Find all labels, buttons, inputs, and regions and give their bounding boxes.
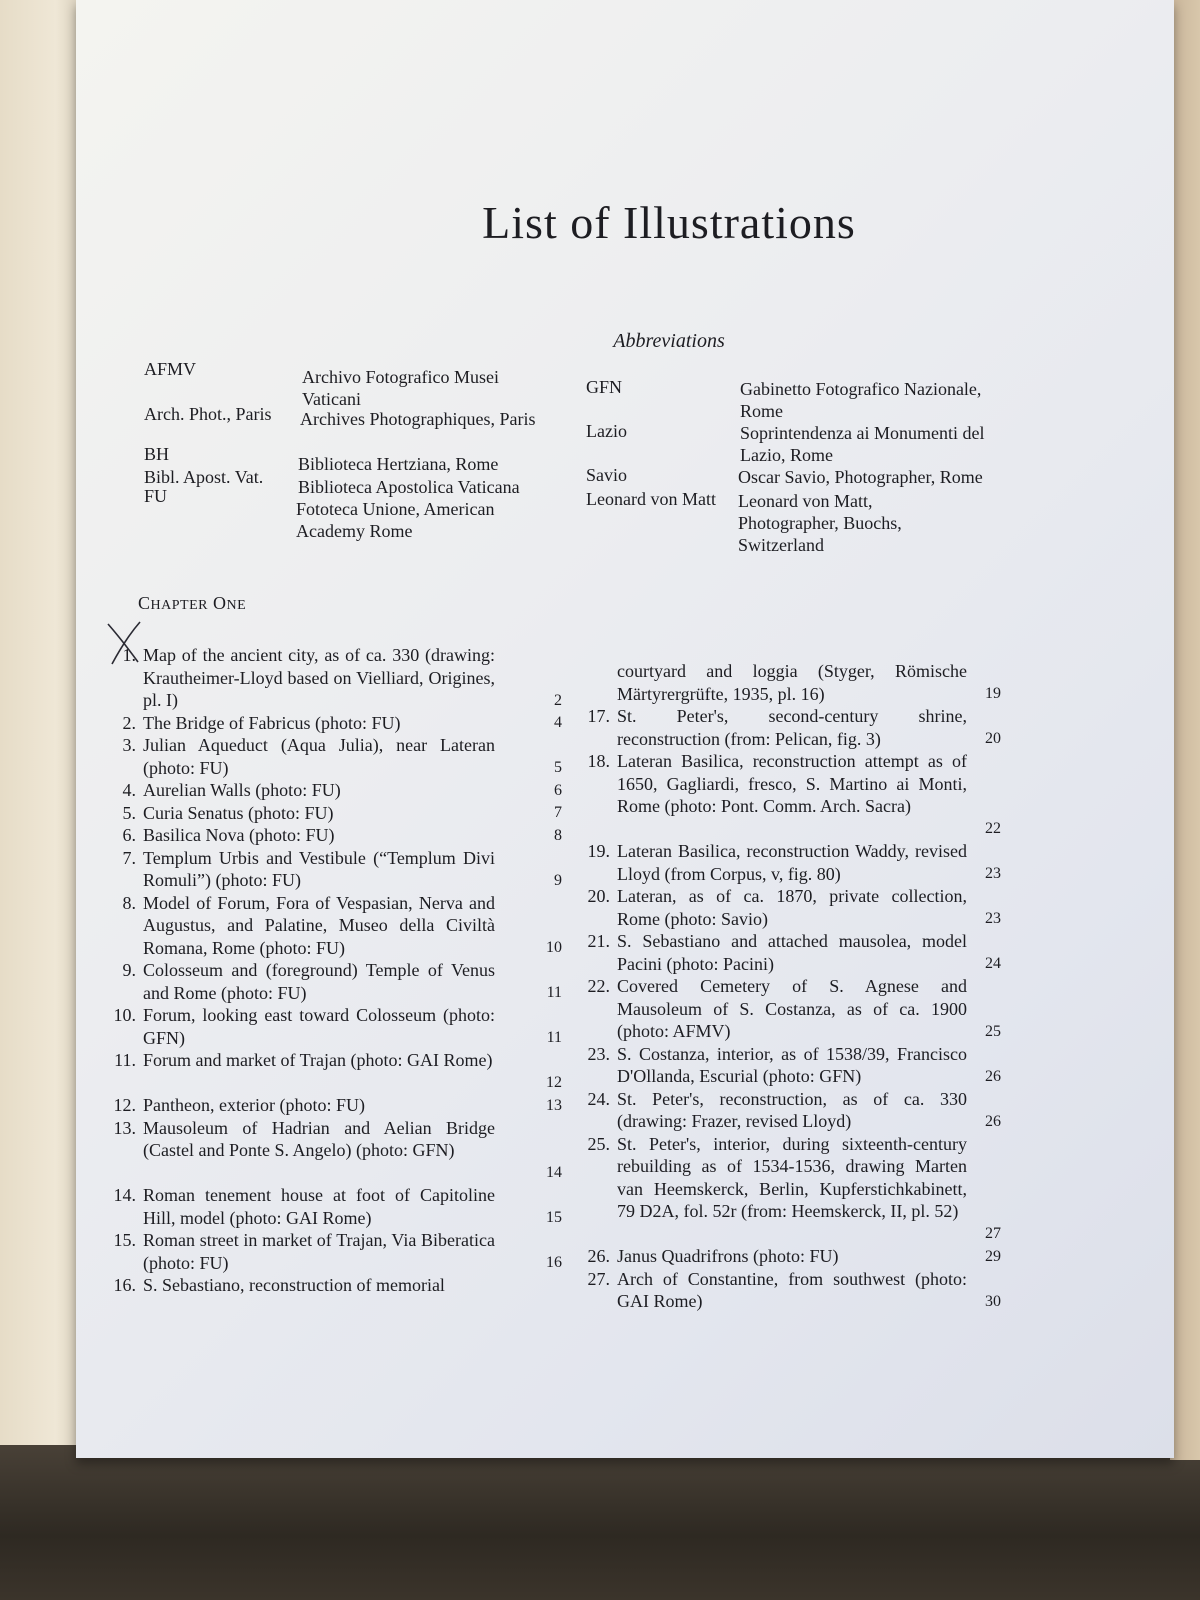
illustration-entry <box>106 1229 566 1274</box>
entry-page-number: 11 <box>546 1029 562 1046</box>
entry-text: St. Peter's, interior, during sixteenth-century rebuilding as of 1534-1536, drawing Marten van Heemskerck, Berlin, Kupferstichkabinett, 79 D2A, fol. 52r (from: Heemskerck, II, pl. 52) <box>617 1133 967 1221</box>
illustration-entry <box>106 1049 566 1094</box>
entry-page-number: 23 <box>985 865 1001 882</box>
illustration-entry <box>580 930 1005 975</box>
entry-number: 16. <box>113 1275 136 1295</box>
illustration-entry <box>580 1268 1005 1313</box>
chapter-rest: HAPTER <box>150 598 208 613</box>
entry-page-number: 7 <box>554 804 562 821</box>
abbr-term: BH <box>144 444 170 464</box>
entry-page-number: 6 <box>554 781 562 799</box>
book-page <box>76 0 1174 1458</box>
entry-number: 7. <box>122 847 136 868</box>
entry-page-number: 25 <box>985 1022 1001 1040</box>
entry-number: 17. <box>587 706 610 726</box>
abbr-term: Lazio <box>586 421 627 441</box>
illustration-entry <box>580 1043 1005 1088</box>
entry-text: St. Peter's, second-century shrine, reconstruction (from: Pelican, fig. 3) <box>617 706 967 749</box>
entry-page-number: 30 <box>985 1292 1001 1310</box>
entry-page-number: 16 <box>546 1254 562 1271</box>
chapter-initial: C <box>138 593 151 613</box>
entry-page-number: 29 <box>985 1247 1001 1265</box>
entry-number: 21. <box>587 931 610 951</box>
entry-number: 23. <box>587 1043 610 1064</box>
entry-number: 2. <box>122 712 136 733</box>
entry-page-number: 22 <box>985 820 1001 837</box>
illustration-entry <box>580 1245 1005 1268</box>
chapter-initial: O <box>212 593 227 613</box>
entry-text: Forum, looking east toward Colosseum (photo: GFN) <box>143 1005 495 1048</box>
illustration-entry <box>580 705 1005 750</box>
abbr-term: Arch. Phot., Paris <box>144 404 272 424</box>
entry-number: 3. <box>122 735 136 755</box>
entry-text: Model of Forum, Fora of Vespasian, Nerva and Augustus, and Palatine, Museo della Civiltà Romana, Rome (photo: FU) <box>143 892 495 958</box>
illustration-entry <box>580 750 1005 840</box>
entry-text: courtyard and loggia (Styger, Römische Märtyrergrüfte, 1935, pl. 16) <box>617 661 967 704</box>
illustrations-list-left <box>106 644 576 1314</box>
entry-text: Roman street in market of Trajan, Via Biberatica (photo: FU) <box>143 1230 495 1273</box>
illustration-entry <box>106 847 566 892</box>
entry-text: S. Sebastiano and attached mausolea, model Pacini (photo: Pacini) <box>617 931 967 974</box>
entry-number: 12. <box>113 1095 136 1115</box>
abbr-definition: Fototeca Unione, American Academy Rome <box>296 499 495 541</box>
chapter-heading <box>138 593 246 614</box>
entry-page-number: 9 <box>554 871 562 889</box>
entry-text: Covered Cemetery of S. Agnese and Mausoleum of S. Costanza, as of ca. 1900 (photo: AFMV) <box>617 976 967 1041</box>
entry-text: Basilica Nova (photo: FU) <box>143 825 335 845</box>
entry-page-number: 14 <box>546 1164 562 1181</box>
abbr-term: Savio <box>586 465 628 485</box>
entry-text: Templum Urbis and Vestibule (“Templum Divi Romuli”) (photo: FU) <box>143 847 495 890</box>
illustration-entry <box>106 644 566 712</box>
entry-page-number: 19 <box>985 685 1001 702</box>
illustration-entry <box>106 892 566 960</box>
entry-page-number: 10 <box>546 939 562 956</box>
entry-page-number: 5 <box>554 759 562 776</box>
entry-number: 4. <box>122 780 136 800</box>
illustration-entry <box>580 660 1005 705</box>
entry-number: 20. <box>587 886 610 906</box>
entry-page-number: 26 <box>985 1067 1001 1085</box>
entry-text: Arch of Constantine, from southwest (photo: GAI Rome) <box>617 1268 967 1311</box>
entry-text: Pantheon, exterior (photo: FU) <box>143 1095 365 1115</box>
entry-number: 11. <box>114 1050 136 1070</box>
illustration-entry <box>580 840 1005 885</box>
abbr-definition: Gabinetto Fotografico Nazionale, Rome <box>740 379 982 421</box>
page-title: List of Illustrations <box>482 197 856 248</box>
entry-number: 25. <box>587 1133 610 1154</box>
illustration-entry <box>106 1184 566 1229</box>
entry-page-number: 13 <box>546 1096 562 1114</box>
entry-page-number: 2 <box>554 691 562 709</box>
entry-number: 14. <box>113 1185 136 1205</box>
entry-text: St. Peter's, reconstruction, as of ca. 330 (drawing: Frazer, revised Lloyd) <box>617 1088 967 1131</box>
abbreviations-left <box>144 358 584 541</box>
illustration-entry <box>106 734 566 779</box>
entry-number: 26. <box>587 1246 610 1266</box>
abbr-definition: Oscar Savio, Photographer, Rome <box>738 467 983 487</box>
entry-text: Forum and market of Trajan (photo: GAI Rome) <box>143 1050 493 1070</box>
abbr-definition: Soprintendenza ai Monumenti del Lazio, Rome <box>740 423 985 465</box>
entry-page-number: 15 <box>546 1209 562 1226</box>
entry-page-number: 12 <box>546 1074 562 1091</box>
entry-text: Curia Senatus (photo: FU) <box>143 802 334 823</box>
entry-text: Roman tenement house at foot of Capitoline Hill, model (photo: GAI Rome) <box>143 1185 495 1228</box>
entry-text: Mausoleum of Hadrian and Aelian Bridge (Castel and Ponte S. Angelo) (photo: GFN) <box>143 1117 495 1160</box>
abbr-term: Bibl. Apost. Vat. <box>144 467 264 487</box>
entry-number: 5. <box>122 802 136 823</box>
entry-page-number: 11 <box>546 984 562 1001</box>
entry-text: Lateran, as of ca. 1870, private collection, Rome (photo: Savio) <box>617 886 967 929</box>
chapter-rest: NE <box>226 598 247 613</box>
entry-number: 6. <box>122 825 136 845</box>
abbr-term: AFMV <box>144 359 197 379</box>
abbr-term: GFN <box>586 377 623 397</box>
illustration-entry <box>580 1088 1005 1133</box>
entry-text: Map of the ancient city, as of ca. 330 (drawing: Krautheimer-Lloyd based on Vielliard, Origines, pl. I) <box>143 645 495 710</box>
entry-page-number: 4 <box>554 714 562 731</box>
facing-page-edge <box>0 0 80 1445</box>
entry-number: 24. <box>587 1088 610 1109</box>
entry-page-number: 20 <box>985 730 1001 747</box>
entry-number: 8. <box>122 892 136 913</box>
entry-text: Julian Aqueduct (Aqua Julia), near Lateran (photo: FU) <box>143 735 495 778</box>
entry-text: Aurelian Walls (photo: FU) <box>143 780 341 800</box>
entry-number: 27. <box>587 1268 610 1289</box>
entry-number: 10. <box>113 1005 136 1025</box>
entry-text: Colosseum and (foreground) Temple of Venus and Rome (photo: FU) <box>143 960 495 1003</box>
entry-number: 15. <box>113 1230 136 1250</box>
entry-number: 1. <box>122 645 136 665</box>
illustration-entry <box>106 1004 566 1049</box>
entry-text: Janus Quadrifrons (photo: FU) <box>617 1246 839 1266</box>
abbreviations-right <box>586 368 1026 558</box>
illustration-entry <box>106 1094 566 1117</box>
entry-page-number: 24 <box>985 955 1001 972</box>
entry-number: 19. <box>587 841 610 861</box>
entry-number: 13. <box>113 1117 136 1138</box>
illustration-entry <box>106 824 566 847</box>
entry-page-number: 8 <box>554 826 562 844</box>
abbr-definition: Biblioteca Hertziana, Rome <box>298 454 499 474</box>
entry-page-number: 23 <box>985 910 1001 927</box>
abbr-term: FU <box>144 486 168 506</box>
illustration-entry <box>580 1133 1005 1246</box>
abbr-definition: Biblioteca Apostolica Vaticana <box>298 477 520 497</box>
illustrations-list-right <box>580 660 1020 1320</box>
abbreviations-heading: Abbreviations <box>613 330 725 352</box>
entry-text: S. Costanza, interior, as of 1538/39, Francisco D'Ollanda, Escurial (photo: GFN) <box>617 1043 967 1086</box>
floor-background <box>0 1440 1200 1600</box>
illustration-entry <box>106 802 566 825</box>
entry-text: S. Sebastiano, reconstruction of memorial <box>143 1275 445 1295</box>
illustration-entry <box>106 1117 566 1185</box>
illustration-entry <box>580 885 1005 930</box>
abbr-term: Leonard von Matt <box>586 489 716 509</box>
illustration-entry <box>106 779 566 802</box>
abbr-definition: Archives Photographiques, Paris <box>300 409 536 429</box>
entry-number: 9. <box>122 960 136 980</box>
entry-number: 18. <box>587 751 610 771</box>
entry-page-number: 26 <box>985 1112 1001 1130</box>
illustration-entry <box>106 1274 566 1297</box>
abbr-definition: Leonard von Matt, Photographer, Buochs, Switzerland <box>738 491 902 555</box>
entry-number: 22. <box>587 976 610 996</box>
entry-text: Lateran Basilica, reconstruction attempt as of 1650, Gagliardi, fresco, S. Martino ai Monti, Rome (photo: Pont. Comm. Arch. Sacra) <box>617 751 967 816</box>
entry-text: The Bridge of Fabricus (photo: FU) <box>143 712 401 733</box>
illustration-entry <box>106 959 566 1004</box>
entry-page-number: 27 <box>985 1225 1001 1242</box>
entry-text: Lateran Basilica, reconstruction Waddy, revised Lloyd (from Corpus, v, fig. 80) <box>617 841 967 884</box>
illustration-entry <box>106 712 566 735</box>
illustration-entry <box>580 975 1005 1043</box>
abbr-definition: Archivo Fotografico Musei Vaticani <box>302 367 499 409</box>
